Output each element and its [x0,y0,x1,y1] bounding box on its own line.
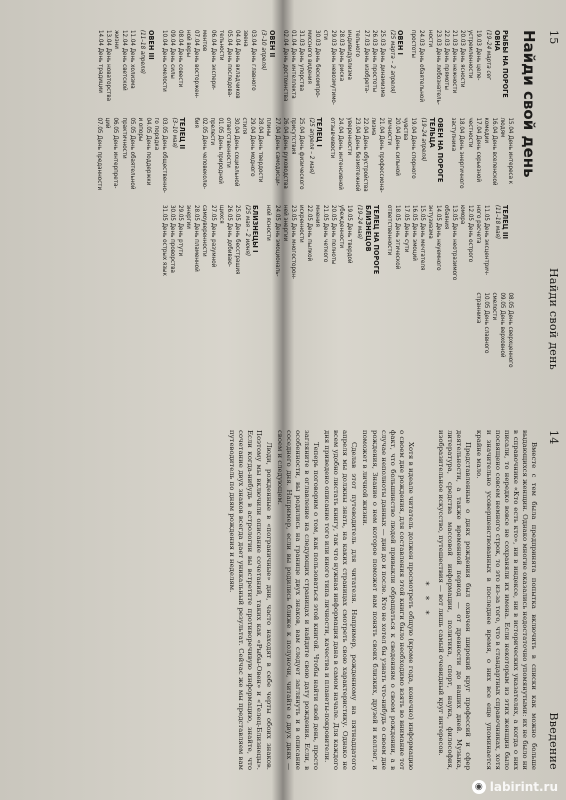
day-entry: 16.04 День вселенской [490,117,498,186]
right-folio-label: Найди свой день [547,268,560,370]
date-range: (25 мая – 2 июня) [243,205,251,257]
day-entry: 14.05 День неуемного [434,205,442,271]
day-entry: щихся [217,205,225,224]
day-index-column-1 [95,30,514,108]
day-entry: го порядка [152,117,160,151]
day-entry: 27.03 День изобрета- [362,30,370,94]
day-entry: 28.05 День пламенной [193,205,201,272]
day-entry: смелости [490,292,498,321]
day-entry: ной ясности [265,205,273,241]
day-entry: 28.03 День риска [338,30,346,82]
section-separator: * * * [420,581,430,619]
day-entry: сти [322,30,330,40]
intro-paragraph: Люди, рожденные в «пограничные» дни, часто находят в себе черты обоих знаков. Поэтому мы включили описание сочетаний, таких как «Рыбы-Овен» и «Телец-Близнецы». Если когда-нибудь в астрологии вы встретите противоречивую информацию, знайте, что сочетание двух знаков всегда дает уникальный результат. Сейчас же мы представляем вам путеводитель по дням рождения и неделям. [228,430,273,770]
left-page [0,400,566,800]
day-entry: 03.05 День общественно- [161,117,168,193]
day-entry: 21.04 День профессиона- [377,117,385,193]
day-entry: 02.04 День достоинства [281,30,289,102]
day-entry: 07.04 День восторжен- [193,30,201,99]
day-entry: ного расчета [475,205,483,244]
day-entry: ответственности [224,117,232,168]
day-entry: 30.04 День социальной [233,117,241,187]
day-entry: ности [426,30,434,47]
zodiac-section-heading: ОВЕН III [146,30,156,60]
day-entry: энтузиазма [426,205,434,239]
day-entry: 29.04 День модного [249,117,257,177]
day-entry: 09.04 День силы [169,30,177,79]
day-entry: 24.04 День интенсивной [337,117,345,190]
day-entry: 23.03 День любознатель- [434,30,442,105]
day-index-column-4 [95,293,514,371]
day-entry: комедии [482,117,490,143]
zodiac-section-heading: ТЕЛЕЦ I [315,117,325,147]
day-entry: 07.05 День преданности [96,117,104,191]
day-entry: практичности [120,117,128,159]
day-entry: 11.05 День эксцентрич- [483,205,491,276]
date-range: (25 марта – 2 апреля) [388,30,396,94]
day-entry: 23.05 День многосторон- [289,205,297,280]
date-range: (11–18 мая) [493,205,501,240]
day-entry: 22.04 День обустройства [361,117,369,192]
day-entry: 09.05 День верховной [498,292,506,358]
day-entry: 12.05 День острого [467,205,475,263]
zodiac-section-heading: ТЕЛЕЦ III [501,205,510,240]
day-entry: 24.05 День эмоциональ- [273,205,281,277]
date-range: (3–10 апреля) [260,30,268,71]
day-entry: 05.04 День последова- [225,30,233,98]
day-index-columns [95,30,514,370]
day-entry: 18.04 День энергичного [458,117,466,189]
day-entry: ответственности [386,205,394,256]
day-entry: 30.03 День бескомпро- [314,30,321,98]
day-entry: людям [498,117,506,138]
intro-paragraph: Вместе с тем была предпринята попытка включить в списки как можно больше выдающихся женщин. Однако многие оказались недостаточно упомянутыми: их не было ни в справочнике «Кто есть кто», ни в индексе, ни в исторических указателях, а когда о них писали, то нередко вовсе не сохраняли их имена. Если некоторым из этих женщин было посвящено совсем немного строк, то это из-за того, что в стандартных справочниках, хотя и значительно усовершенствованных в последнее время, о них все еще упоминается крайне мало. [475,430,538,770]
day-entry: обаяния [443,205,451,230]
day-entry: 27.05 День разумной [209,205,217,268]
day-entry: чувства [402,117,410,141]
date-range: (19–24 апреля) [420,117,428,162]
day-entry: 30.05 День проворства [169,205,177,273]
day-entry: прелести [208,117,216,146]
day-entry: простоты [410,30,418,58]
day-entry: 10.04 День смелости [161,30,168,92]
day-entry: уверенности [345,117,353,156]
day-entry: 28.04 День твердости [257,117,265,183]
day-entry: тельного индивидуализма [346,30,362,80]
day-entry: 21.05 День четкого [322,205,330,263]
day-entry: 26.04 День руководства [281,117,289,189]
day-entry: лизма [369,117,377,136]
day-entry: жизни [113,30,121,49]
day-entry: энергии [185,205,193,229]
day-entry: 26.05 День добиваю- [225,205,233,267]
day-entry: 17.05 День сути [402,205,410,253]
day-entry: 18.05 День этической [394,205,402,270]
day-entry: 13.05 День неотразимого [451,205,459,281]
day-entry: бия [192,117,200,128]
zodiac-section-heading: РЫБЫ НА ПОРОГЕ ОВНА [492,30,510,98]
date-range: (25 апреля – 2 мая) [307,117,315,175]
day-entry: ной веры [185,30,193,58]
intro-paragraph: Сделав этот путеводитель для читателя. Например, рожденному на пятнадцатого апреля мы должны знать, на каких страницах смотреть свою характеристику. Однако не всем удобно листать книгу, так что нужная информация дана в самом начале. Для каждого дня приведено описание того или иного типа личности, качества и планеты-покровители. [323,430,359,770]
day-entry: 22.05 День пылкой [305,205,313,262]
day-entry: устремленности [467,30,474,79]
day-entry: тельности [217,30,225,61]
watermark [472,780,558,794]
day-entry: 14.04 День традиции [97,30,105,93]
day-entry: 17.04 День серьезной [474,117,482,183]
day-index-column-2 [95,118,514,196]
day-entry: 10.05 День славного [482,292,490,354]
zodiac-section-heading: ТЕЛЕЦ НА ПОРОГЕ БЛИЗНЕЦОВ [363,205,382,275]
left-folio-number: 14 [547,430,560,445]
date-range: (19–24 мая) [356,205,364,240]
day-entry: 24.03 День обаятельной [418,30,426,102]
day-entry: 06.04 День экспери- [209,30,217,90]
day-entry: 01.05 День природной [216,117,224,184]
day-entry: 29.05 День ртути [177,205,185,257]
page-title: Найди свой день [520,30,538,178]
day-entry: 12.04 День светской [121,30,129,91]
day-entry: 21.03 День нежности [450,30,458,94]
day-entry: искренности [297,205,305,243]
zodiac-section-heading: ТЕЛЕЦ II [178,117,188,150]
day-entry: 15.04 День интереса к [507,117,514,185]
day-entry: 15.05 День мечтателя [418,205,426,271]
date-range: (3–10 мая) [171,117,179,148]
day-entry: мнения [314,205,321,227]
intro-paragraph: Представленные о днях рождения был охвачен широкий круг профессий и сфер деятельности, а также временной период — от древности до наших дней. Музыка, литература, средства массовой информации, политика, спорт, наука, философия, изобразительное искусство, путешествия — вот лишь самый очевидный круг интересов. [437,430,473,770]
day-entry: 01.04 День интеллекта [289,30,297,99]
day-entry: 26.03 День простоты [370,30,378,93]
zodiac-section-heading: ОВЕН II [267,30,277,58]
day-entry: 04.04 День вкладчиков [233,30,241,99]
day-entry: миссного видения [305,30,313,84]
day-entry: самоуверенности [201,205,209,257]
day-entry: убежденности [338,205,346,249]
day-entry: странника [474,292,482,324]
day-entry: 04.05 День поддержки [144,117,152,186]
day-entry: присутствия [289,117,297,155]
day-entry: 20.04 День сильной [394,117,402,176]
day-entry: 25.04 День физического [297,117,305,190]
day-entry: ментов [201,30,209,52]
day-entry: юмора [459,205,467,225]
day-entry: 20.05 День полноты [330,205,338,265]
day-entry: личности [386,117,394,145]
day-entry: 03.04 День главного [250,30,258,91]
day-entry: отзывчивости [329,117,337,159]
zodiac-section-heading: ОВЕН НА ПОРОГЕ ТЕЛЬЦА [427,117,446,183]
day-index-column-3 [95,205,514,283]
day-entry: 11.04 День холизма [129,30,137,89]
labirint-logo-icon: ◉ [472,780,486,794]
day-entry: 19.04 День спорного [410,117,418,179]
day-entry: плины [265,117,273,137]
day-entry: 08.05 День сверхценного [507,292,514,368]
day-entry: 23.04 День безмятежной [353,117,361,192]
day-entry: 27.04 День самодисци- [273,117,281,186]
day-entry: 29.03 День невозмутимо- [330,30,338,105]
day-entry: 02.05 День человеколю- [200,117,208,190]
intro-paragraph: Теперь поговорим о том, как пользоваться этой книгой. Чтобы найти свой день, просто загляните в оглавление на следующих страницах и найдите свою дату рождения. Если, в особенности, вы родились на границе двух знаков, вам следует заглянуть и в описание соседнего дня. Например, если вы родились ближе к полуночи, читайте о двух днях — своем и следующем. [275,430,321,770]
day-entry: честности [466,117,474,148]
day-entry: 19.03 День целе- [475,30,483,81]
day-entry: заступника [450,117,458,152]
watermark-text: labirint.ru [489,780,558,794]
day-entry: 08.04 День совести [177,30,185,88]
day-entry: звена [241,30,249,47]
left-folio-label: Введение [547,712,560,770]
zodiac-section-heading: ОВЕН I [396,30,406,55]
day-entry: 06.05 День интерпрета- [112,117,120,189]
day-entry: 22.03 День прямоты [442,30,450,90]
right-folio-number: 15 [547,30,560,45]
day-entry: 16.05 День эмоций [410,205,418,261]
date-range: (19–24 марта сег [485,30,493,80]
day-entry: стиля [241,117,249,135]
day-entry: 19.05 День твердой [346,205,354,264]
date-range: (11–18 апреля) [139,30,147,74]
day-entry: 05.05 День обаятельной [128,117,136,190]
day-entry: 20.03 День ясности [458,30,466,88]
day-entry: 25.05 День бесстрашия [233,205,241,275]
day-entry: ней энергии [281,205,289,242]
day-entry: и опоры [136,117,144,142]
day-entry: 13.04 День новаторства [105,30,113,102]
day-entry: 25.03 День динамизма [378,30,386,98]
day-entry: 31.03 День упорства [297,30,305,92]
zodiac-section-heading: БЛИЗНЕЦЫ I [251,205,261,253]
day-entry: ций [104,117,112,129]
day-entry: 31.05 День острых язык [161,205,168,276]
intro-paragraph: Хотя в идеале читатель должен просмотреть общую (кроме года, конечно) информацию о своем дне рождения, для составления этой книги было необходимо взять во внимание тот факт, что большинство людей привыкли обращаться к сведениям о своем рождении, а в случае неполноты данных — дни до и после. Кто не хотел бы узнать что-нибудь о своем дне рождения, Знание о нем которое поможет вам понять своих близких, друзей и коллег, и поможет в личной жизни. [361,430,415,770]
